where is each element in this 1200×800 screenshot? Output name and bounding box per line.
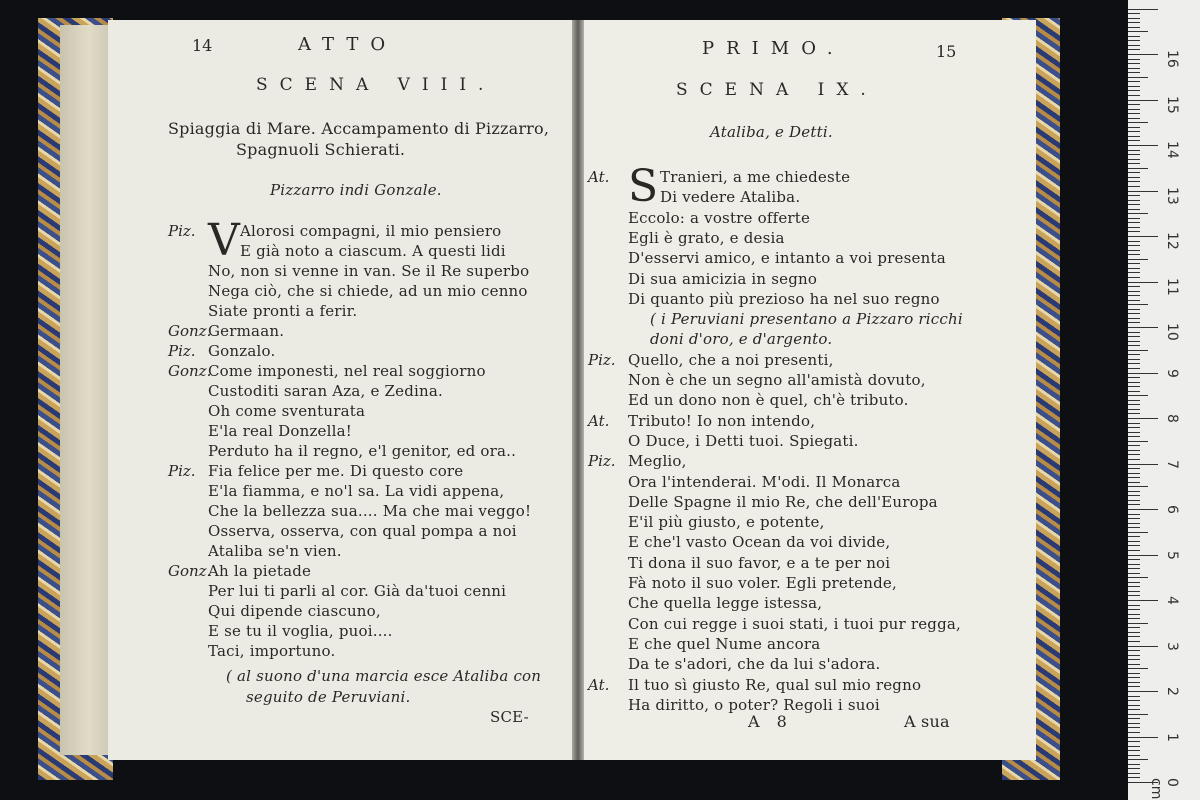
- ruler-tick: [1128, 31, 1148, 32]
- ruler-tick: [1128, 81, 1140, 82]
- ruler-tick: [1128, 555, 1158, 556]
- left-characters: Pizzarro indi Gonzale.: [270, 181, 442, 199]
- ruler-tick: [1128, 559, 1140, 560]
- left-setting-line-1: Spiaggia di Mare. Accampamento di Pizzarro,: [168, 119, 550, 138]
- right-verse-line-26: Ha diritto, o poter? Regoli i suoi: [628, 695, 880, 714]
- left-verse-line-20: E se tu il voglia, puoi....: [208, 622, 393, 640]
- ruler-tick: [1128, 159, 1140, 160]
- page-edges: [60, 25, 108, 755]
- ruler-tick: [1128, 413, 1140, 414]
- ruler-tick: [1128, 391, 1140, 392]
- ruler-tick: [1128, 623, 1148, 624]
- ruler-tick: [1128, 741, 1140, 742]
- left-verse-line-2: No, non si venne in van. Se il Re superbo: [208, 262, 530, 280]
- ruler-tick: [1128, 491, 1140, 492]
- ruler-tick: [1128, 691, 1158, 692]
- ruler-tick: [1128, 9, 1158, 10]
- right-scene-title: SCENA IX.: [676, 80, 878, 100]
- ruler-tick: [1128, 482, 1140, 483]
- right-verse-line-9: Quello, che a noi presenti,: [628, 350, 834, 369]
- right-verse-line-10: Non è che un segno all'amistà dovuto,: [628, 371, 926, 389]
- ruler-tick: [1128, 677, 1140, 678]
- ruler-tick: [1128, 550, 1140, 551]
- ruler-tick: [1128, 714, 1148, 715]
- ruler-tick: [1128, 36, 1140, 37]
- ruler-tick: [1128, 18, 1140, 19]
- ruler-tick: [1128, 500, 1140, 501]
- left-page-number: 14: [192, 36, 213, 55]
- ruler-tick: [1128, 759, 1148, 760]
- right-verse-line-3: Egli è grato, e desia: [628, 228, 785, 247]
- ruler-label: 15: [1164, 95, 1180, 114]
- ruler-label: 8: [1164, 414, 1180, 423]
- ruler-tick: [1128, 586, 1140, 587]
- right-verse-line-5: Di sua amicizia in segno: [628, 269, 818, 288]
- ruler-tick: [1128, 90, 1140, 91]
- ruler-tick: [1128, 723, 1140, 724]
- ruler-tick: [1128, 436, 1140, 437]
- ruler-tick: [1128, 746, 1140, 747]
- left-verse-line-13: E'la fiamma, e no'l sa. La vidi appena,: [208, 482, 505, 500]
- ruler-tick: [1128, 95, 1140, 96]
- left-verse-line-12: Fia felice per me. Di questo core: [208, 462, 464, 480]
- ruler-tick: [1128, 181, 1140, 182]
- left-drop-cap: V: [208, 215, 240, 266]
- ruler-tick: [1128, 304, 1148, 305]
- ruler-tick: [1128, 636, 1140, 637]
- right-verse-line-4: D'esservi amico, e intanto a voi presenta: [628, 249, 946, 268]
- ruler-tick: [1128, 59, 1140, 60]
- ruler-tick: [1128, 286, 1140, 287]
- ruler-tick: [1128, 373, 1158, 374]
- right-verse-line-22: Con cui regge i suoi stati, i tuoi pur regga,: [628, 614, 962, 633]
- ruler-tick: [1128, 68, 1140, 69]
- ruler-tick: [1128, 322, 1140, 323]
- ruler-tick: [1128, 327, 1158, 328]
- right-verse-line-11: Ed un dono non è quel, ch'è tributo.: [628, 391, 909, 410]
- ruler-tick: [1128, 527, 1140, 528]
- ruler-tick: [1128, 655, 1140, 656]
- right-catchword: A sua: [904, 712, 950, 731]
- ruler-tick: [1128, 163, 1140, 164]
- ruler-tick: [1128, 368, 1140, 369]
- ruler-tick: [1128, 709, 1140, 710]
- left-speaker-12: Piz.: [168, 462, 196, 480]
- ruler-tick: [1128, 245, 1140, 246]
- ruler-tick: [1128, 359, 1140, 360]
- right-verse-line-6: Di quanto più prezioso ha nel suo regno: [628, 289, 940, 308]
- ruler-tick: [1128, 409, 1140, 410]
- right-verse-line-0: Tranieri, a me chiedeste: [660, 168, 851, 186]
- left-verse-line-18: Per lui ti parli al cor. Già da'tuoi cenni: [208, 582, 507, 600]
- ruler-tick: [1128, 646, 1158, 647]
- ruler-tick: [1128, 464, 1158, 465]
- right-verse-line-7: ( i Peruviani presentano a Pizzaro ricchi: [650, 310, 963, 329]
- ruler-tick: [1128, 40, 1140, 41]
- left-speaker-5: Gonz.: [168, 322, 212, 340]
- ruler-tick: [1128, 595, 1140, 596]
- ruler-tick: [1128, 49, 1140, 50]
- ruler-tick: [1128, 218, 1140, 219]
- ruler-tick: [1128, 272, 1140, 273]
- left-speaker-7: Gonz.: [168, 362, 212, 380]
- ruler-tick: [1128, 509, 1158, 510]
- ruler-label: 1: [1164, 732, 1180, 742]
- left-scene-title: SCENA VIII.: [256, 75, 496, 95]
- right-verse-line-17: E'il più giusto, e potente,: [628, 513, 825, 532]
- right-verse-line-14: Meglio,: [628, 452, 687, 471]
- ruler-tick: [1128, 727, 1140, 728]
- ruler-tick: [1128, 386, 1140, 387]
- ruler-label: 4: [1164, 596, 1180, 605]
- ruler-tick: [1128, 268, 1140, 269]
- right-speaker-12: At.: [588, 411, 610, 430]
- ruler-tick: [1128, 659, 1140, 660]
- ruler-tick: [1128, 700, 1140, 701]
- ruler-tick: [1128, 427, 1140, 428]
- ruler-tick: [1128, 236, 1158, 237]
- ruler-tick: [1128, 250, 1140, 251]
- left-verse-line-15: Osserva, osserva, con qual pompa a noi: [208, 522, 517, 540]
- ruler-tick: [1128, 350, 1148, 351]
- right-speaker-9: Piz.: [588, 350, 616, 369]
- left-speaker-6: Piz.: [168, 342, 196, 360]
- ruler-tick: [1128, 545, 1140, 546]
- ruler-label: 9: [1164, 368, 1180, 378]
- ruler-tick: [1128, 231, 1140, 232]
- ruler-tick: [1128, 100, 1158, 101]
- right-verse-line-19: Ti dona il suo favor, e a te per noi: [628, 553, 891, 572]
- ruler-tick: [1128, 541, 1140, 542]
- left-running-head: ATTO: [298, 34, 398, 55]
- right-speaker-14: Piz.: [588, 452, 616, 471]
- right-running-head: PRIMO.: [702, 38, 845, 59]
- ruler-tick: [1128, 518, 1140, 519]
- right-verse-line-13: O Duce, i Detti tuoi. Spiegati.: [628, 431, 859, 450]
- ruler-tick: [1128, 186, 1140, 187]
- right-verse-line-16: Delle Spagne il mio Re, che dell'Europa: [628, 492, 938, 511]
- ruler-tick: [1128, 468, 1140, 469]
- right-verse-line-20: Fà noto il suo voler. Egli pretende,: [628, 574, 897, 592]
- ruler-tick: [1128, 277, 1140, 278]
- measurement-ruler: [1128, 0, 1200, 800]
- ruler-tick: [1128, 191, 1158, 192]
- ruler-tick: [1128, 22, 1140, 23]
- right-signature: A 8: [748, 712, 793, 731]
- ruler-tick: [1128, 318, 1140, 319]
- left-verse-line-0: Alorosi compagni, il mio pensiero: [240, 222, 502, 240]
- left-page: [108, 20, 576, 760]
- ruler-label: 13: [1164, 186, 1180, 205]
- ruler-label: 7: [1164, 459, 1180, 469]
- ruler-tick: [1128, 136, 1140, 137]
- ruler-tick: [1128, 209, 1140, 210]
- ruler-tick: [1128, 627, 1140, 628]
- ruler-tick: [1128, 168, 1148, 169]
- ruler-tick: [1128, 150, 1140, 151]
- left-verse-line-14: Che la bellezza sua.... Ma che mai veggo!: [208, 502, 532, 520]
- ruler-tick: [1128, 473, 1140, 474]
- ruler-tick: [1128, 241, 1140, 242]
- ruler-tick: [1128, 600, 1158, 601]
- right-speaker-0: At.: [588, 168, 610, 186]
- ruler-tick: [1128, 737, 1158, 738]
- right-verse-line-21: Che quella legge istessa,: [628, 594, 823, 613]
- ruler-tick: [1128, 777, 1140, 778]
- left-verse-line-6: Gonzalo.: [208, 342, 276, 360]
- ruler-tick: [1128, 313, 1140, 314]
- ruler-tick: [1128, 109, 1140, 110]
- ruler-tick: [1128, 395, 1148, 396]
- ruler-tick: [1128, 486, 1148, 487]
- ruler-tick: [1128, 113, 1140, 114]
- left-verse-line-16: Ataliba se'n vien.: [208, 542, 342, 560]
- left-verse-line-17: Ah la pietade: [208, 562, 312, 580]
- ruler-tick: [1128, 605, 1140, 606]
- ruler-label: 11: [1164, 277, 1180, 296]
- ruler-label: 10: [1164, 323, 1180, 341]
- left-catchword: SCE-: [490, 708, 529, 726]
- ruler-tick: [1128, 336, 1140, 337]
- ruler-tick: [1128, 291, 1140, 292]
- ruler-tick: [1128, 532, 1148, 533]
- right-verse-line-12: Tributo! Io non intendo,: [628, 411, 816, 430]
- ruler-tick: [1128, 718, 1140, 719]
- ruler-tick: [1128, 504, 1140, 505]
- ruler-tick: [1128, 591, 1140, 592]
- ruler-tick: [1128, 495, 1140, 496]
- ruler-tick: [1128, 195, 1140, 196]
- ruler-label: 16: [1164, 50, 1180, 68]
- left-verse-line-1: E già noto a ciascum. A questi lidi: [240, 242, 506, 260]
- left-setting-line-2: Spagnuoli Schierati.: [236, 140, 406, 159]
- ruler-tick: [1128, 263, 1140, 264]
- right-characters: Ataliba, e Detti.: [710, 123, 833, 141]
- right-verse-line-2: Eccolo: a vostre offerte: [628, 208, 811, 227]
- ruler-tick: [1128, 54, 1158, 55]
- ruler-tick: [1128, 568, 1140, 569]
- ruler-tick: [1128, 750, 1140, 751]
- ruler-label: 2: [1164, 687, 1180, 696]
- right-verse-line-1: Di vedere Ataliba.: [660, 188, 801, 207]
- left-verse-line-10: E'la real Donzella!: [208, 422, 353, 440]
- ruler-tick: [1128, 345, 1140, 346]
- left-verse-line-19: Qui dipende ciascuno,: [208, 602, 381, 620]
- ruler-tick: [1128, 664, 1140, 665]
- ruler-label: 0 cm: [1148, 778, 1180, 800]
- ruler-tick: [1128, 582, 1140, 583]
- ruler-tick: [1128, 300, 1140, 301]
- ruler-tick: [1128, 282, 1158, 283]
- right-verse-line-15: Ora l'intenderai. M'odi. Il Monarca: [628, 472, 901, 491]
- ruler-tick: [1128, 354, 1140, 355]
- ruler-tick: [1128, 127, 1140, 128]
- ruler-tick: [1128, 172, 1140, 173]
- ruler-tick: [1128, 432, 1140, 433]
- ruler-label: 6: [1164, 505, 1180, 514]
- ruler-tick: [1128, 332, 1140, 333]
- left-speaker-17: Gonz.: [168, 562, 212, 580]
- left-verse-line-11: Perduto ha il regno, e'l genitor, ed ora..: [208, 442, 517, 460]
- ruler-tick: [1128, 222, 1140, 223]
- ruler-tick: [1128, 400, 1140, 401]
- ruler-tick: [1128, 377, 1140, 378]
- left-verse-line-5: Germaan.: [208, 322, 285, 340]
- ruler-tick: [1128, 755, 1140, 756]
- ruler-tick: [1128, 154, 1140, 155]
- left-verse-line-9: Oh come sventurata: [208, 402, 366, 420]
- ruler-tick: [1128, 309, 1140, 310]
- ruler-tick: [1128, 732, 1140, 733]
- ruler-tick: [1128, 404, 1140, 405]
- ruler-tick: [1128, 118, 1140, 119]
- ruler-tick: [1128, 673, 1140, 674]
- ruler-tick: [1128, 104, 1140, 105]
- left-stage-direction-1: ( al suono d'una marcia esce Ataliba con: [226, 667, 542, 685]
- ruler-tick: [1128, 609, 1140, 610]
- ruler-tick: [1128, 514, 1140, 515]
- ruler-tick: [1128, 441, 1148, 442]
- ruler-tick: [1128, 618, 1140, 619]
- ruler-tick: [1128, 131, 1140, 132]
- ruler-tick: [1128, 450, 1140, 451]
- ruler-tick: [1128, 577, 1148, 578]
- book-gutter: [572, 20, 584, 760]
- ruler-tick: [1128, 77, 1148, 78]
- ruler-tick: [1128, 614, 1140, 615]
- ruler-tick: [1128, 213, 1148, 214]
- ruler-tick: [1128, 768, 1140, 769]
- ruler-tick: [1128, 454, 1140, 455]
- ruler-tick: [1128, 696, 1140, 697]
- right-page: [580, 20, 1036, 760]
- ruler-tick: [1128, 523, 1140, 524]
- ruler-tick: [1128, 86, 1140, 87]
- left-speaker-0: Piz.: [168, 222, 196, 240]
- ruler-tick: [1128, 295, 1140, 296]
- ruler-tick: [1128, 536, 1140, 537]
- ruler-tick: [1128, 686, 1140, 687]
- ruler-tick: [1128, 200, 1140, 201]
- ruler-tick: [1128, 254, 1140, 255]
- ruler-tick: [1128, 682, 1140, 683]
- ruler-tick: [1128, 227, 1140, 228]
- ruler-tick: [1128, 564, 1140, 565]
- right-verse-line-8: doni d'oro, e d'argento.: [650, 330, 833, 349]
- ruler-label: 12: [1164, 232, 1180, 250]
- ruler-tick: [1128, 423, 1140, 424]
- ruler-tick: [1128, 632, 1140, 633]
- ruler-tick: [1128, 418, 1158, 419]
- ruler-label: 5: [1164, 550, 1180, 560]
- ruler-tick: [1128, 72, 1140, 73]
- ruler-tick: [1128, 382, 1140, 383]
- ruler-tick: [1128, 341, 1140, 342]
- ruler-tick: [1128, 27, 1140, 28]
- left-verse-line-8: Custoditi saran Aza, e Zedina.: [208, 382, 443, 400]
- ruler-tick: [1128, 259, 1148, 260]
- ruler-tick: [1128, 459, 1140, 460]
- ruler-tick: [1128, 145, 1158, 146]
- left-verse-line-4: Siate pronti a ferir.: [208, 302, 358, 320]
- ruler-tick: [1128, 650, 1140, 651]
- right-verse-line-25: Il tuo sì giusto Re, qual sul mio regno: [628, 675, 922, 694]
- right-drop-cap: S: [628, 161, 659, 212]
- right-verse-line-18: E che'l vasto Ocean da voi divide,: [628, 533, 891, 552]
- right-page-number: 15: [936, 42, 957, 61]
- left-verse-line-21: Taci, importuno.: [208, 642, 336, 660]
- ruler-label: 14: [1164, 141, 1180, 159]
- right-verse-line-24: Da te s'adori, che da lui s'adora.: [628, 655, 881, 674]
- left-stage-direction-2: seguito de Peruviani.: [246, 688, 411, 706]
- ruler-tick: [1128, 45, 1140, 46]
- ruler-tick: [1128, 705, 1140, 706]
- ruler-tick: [1128, 140, 1140, 141]
- ruler-tick: [1128, 122, 1148, 123]
- right-verse-line-23: E che quel Nume ancora: [628, 634, 821, 653]
- ruler-tick: [1128, 445, 1140, 446]
- ruler-tick: [1128, 773, 1140, 774]
- left-verse-line-7: Come imponesti, nel real soggiorno: [208, 362, 486, 380]
- ruler-tick: [1128, 668, 1148, 669]
- ruler-tick: [1128, 177, 1140, 178]
- ruler-label: 3: [1164, 641, 1180, 651]
- ruler-tick: [1128, 764, 1140, 765]
- ruler-tick: [1128, 573, 1140, 574]
- ruler-tick: [1128, 204, 1140, 205]
- ruler-tick: [1128, 63, 1140, 64]
- ruler-tick: [1128, 641, 1140, 642]
- left-verse-line-3: Nega ciò, che si chiede, ad un mio cenno: [208, 282, 528, 300]
- ruler-tick: [1128, 13, 1140, 14]
- right-speaker-25: At.: [588, 675, 610, 694]
- ruler-tick: [1128, 363, 1140, 364]
- ruler-tick: [1128, 477, 1140, 478]
